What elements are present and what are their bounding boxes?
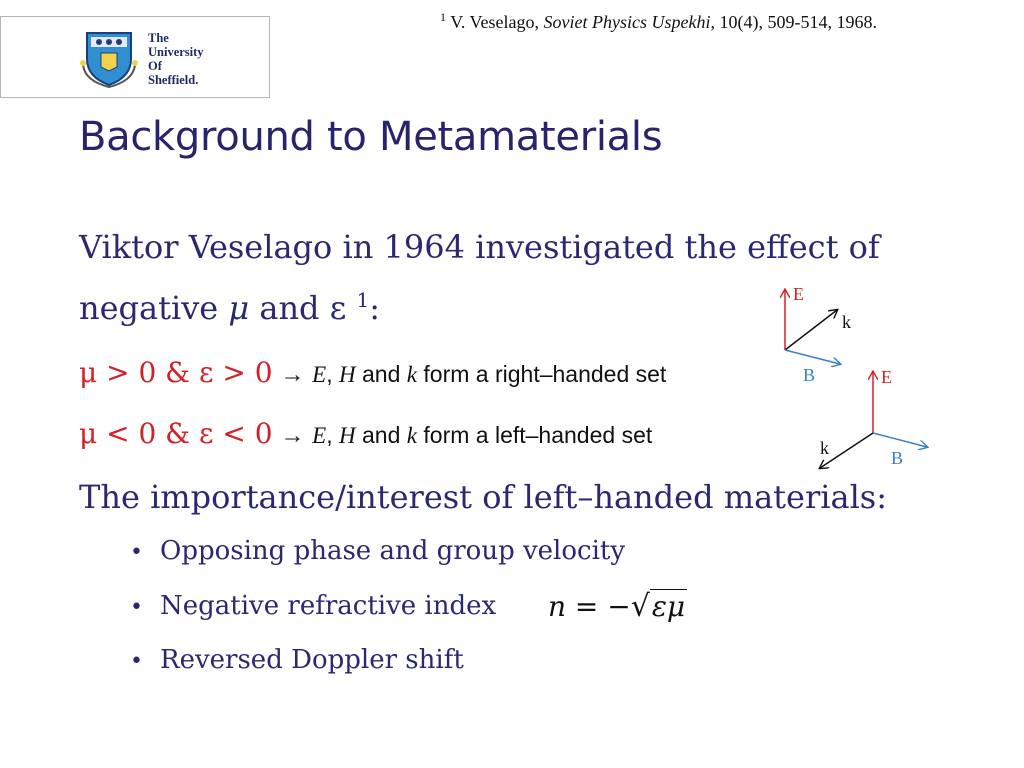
slide-title: Background to Metamaterials xyxy=(79,114,663,160)
refractive-index-formula xyxy=(548,589,687,624)
k-vector xyxy=(785,310,837,350)
separator: , xyxy=(326,361,339,387)
reference-details: , 10(4), 509-514, 1968. xyxy=(710,12,877,32)
university-name xyxy=(148,31,204,87)
intro-text: and ε xyxy=(249,289,357,327)
bullet-item xyxy=(130,591,496,621)
condition-description: form a left–handed set xyxy=(417,422,653,448)
bullet-dot-icon: • xyxy=(130,540,143,565)
footnote-marker: 1 xyxy=(356,288,370,312)
and-text: and xyxy=(355,361,407,387)
logo-line: Sheffield. xyxy=(148,73,199,87)
footnote-reference xyxy=(440,10,877,33)
intro-text: negative xyxy=(79,289,229,327)
e-symbol: E xyxy=(312,362,327,387)
bullet-text: Negative refractive index xyxy=(160,591,497,621)
b-vector xyxy=(785,350,840,364)
sqrt-icon: √ xyxy=(630,589,650,624)
intro-line-1: Viktor Veselago in 1964 investigated the effect of xyxy=(79,228,880,266)
importance-heading: The importance/interest of left–handed materials: xyxy=(79,478,887,516)
b-label: B xyxy=(891,448,904,468)
arrow-icon: → xyxy=(280,422,305,449)
bullet-item xyxy=(130,645,464,675)
k-symbol: k xyxy=(406,362,417,387)
footnote-marker: 1 xyxy=(440,10,446,24)
k-symbol: k xyxy=(406,423,417,448)
formula-radicand: εμ xyxy=(651,590,686,623)
logo-line: Of xyxy=(148,59,162,73)
university-logo xyxy=(0,16,270,98)
h-symbol: H xyxy=(339,362,356,387)
bullet-dot-icon: • xyxy=(130,595,143,620)
right-handed-condition xyxy=(79,356,666,389)
bullet-item xyxy=(130,536,625,566)
separator: , xyxy=(326,422,339,448)
logo-line: University xyxy=(148,45,204,59)
left-handed-diagram xyxy=(820,367,927,468)
condition-math: μ < 0 & ε < 0 xyxy=(79,417,273,450)
condition-math: μ > 0 & ε > 0 xyxy=(79,356,273,389)
k-label: k xyxy=(820,438,829,458)
reference-journal: Soviet Physics Uspekhi xyxy=(543,12,711,32)
k-label: k xyxy=(842,312,851,332)
bullet-dot-icon: • xyxy=(130,649,143,674)
e-symbol: E xyxy=(312,423,327,448)
field-vector-diagrams xyxy=(760,280,960,480)
condition-description: form a right–handed set xyxy=(417,361,667,387)
reference-author: V. Veselago, xyxy=(450,12,544,32)
intro-line-2 xyxy=(79,288,380,327)
formula-lhs: n = − xyxy=(548,590,631,623)
b-label: B xyxy=(803,365,816,385)
arrow-icon: → xyxy=(280,361,305,388)
and-text: and xyxy=(355,422,407,448)
bullet-text: Reversed Doppler shift xyxy=(160,645,464,675)
right-handed-diagram xyxy=(785,284,851,385)
h-symbol: H xyxy=(339,423,356,448)
bullet-text: Opposing phase and group velocity xyxy=(160,536,626,566)
university-crest-icon xyxy=(77,25,141,89)
intro-text: : xyxy=(369,289,380,327)
b-vector xyxy=(873,433,927,447)
e-label: E xyxy=(881,367,892,387)
mu-symbol: μ xyxy=(228,289,250,327)
left-handed-condition xyxy=(79,417,652,450)
logo-line: The xyxy=(148,31,169,45)
e-label: E xyxy=(793,284,804,304)
